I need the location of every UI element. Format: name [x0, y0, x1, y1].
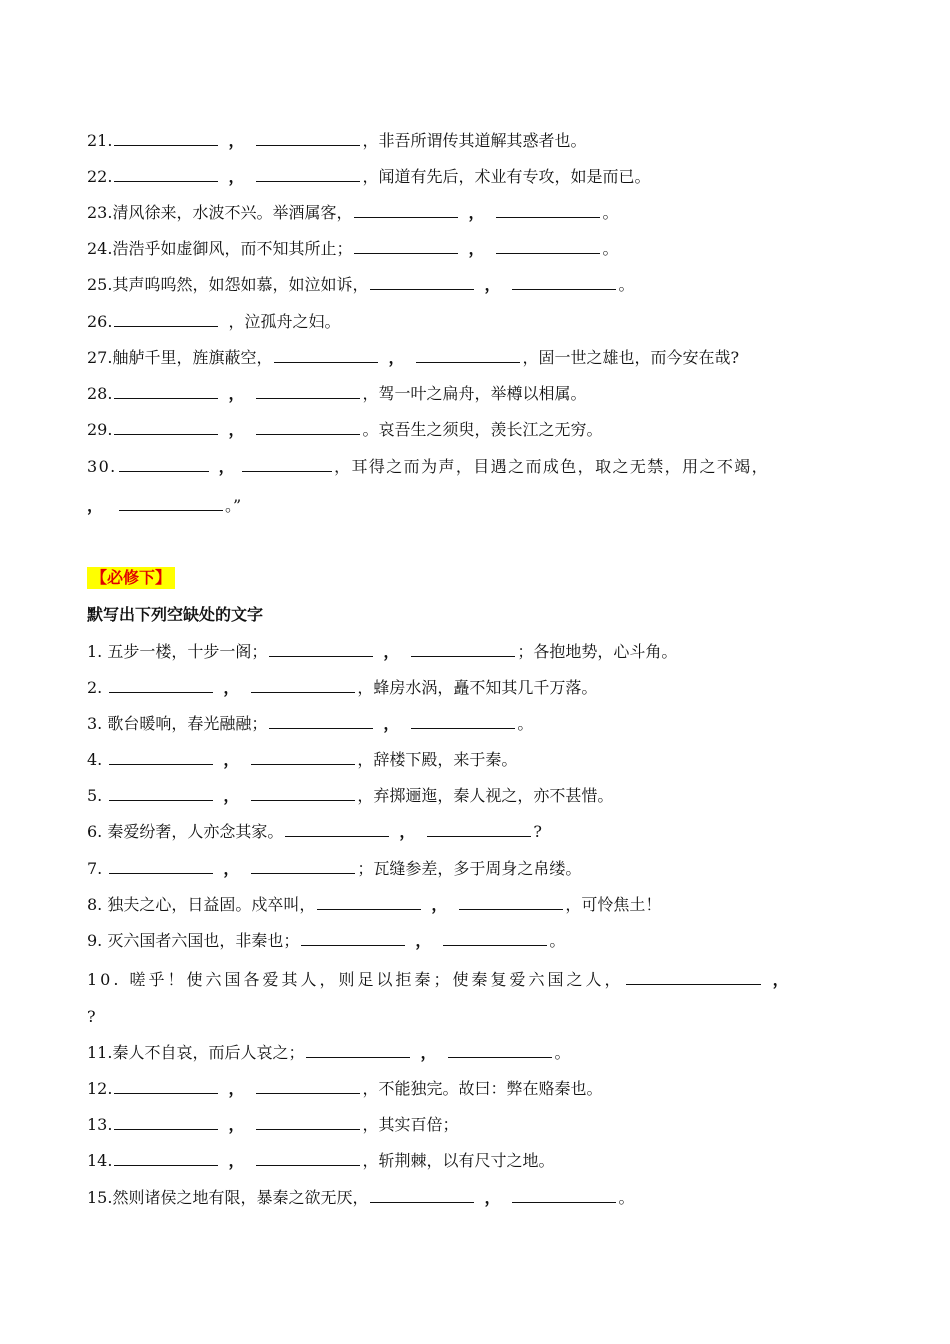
question-number: 1. — [87, 642, 103, 661]
question-15: 15.然则诸侯之地有限，暴秦之欲无厌， ， 。 — [87, 1188, 635, 1207]
question-text: 浩浩乎如虚御风，而不知其所止； — [112, 239, 353, 258]
question-11: 11.秦人不自哀，而后人哀之； ， 。 — [87, 1043, 571, 1062]
question-text: 。 — [602, 239, 619, 258]
question-number: 24. — [87, 239, 113, 258]
answer-blank[interactable] — [354, 203, 458, 218]
question-number: 21. — [87, 131, 113, 150]
question-30 — [87, 455, 862, 479]
question-text: ；各抱地势，心斗角。 — [517, 642, 678, 661]
question-text: ，其实百倍； — [362, 1115, 459, 1134]
question-9: 9. 灭六国者六国也，非秦也； ， 。 — [87, 931, 566, 950]
answer-blank[interactable] — [114, 312, 218, 327]
question-text: 舳舻千里，旌旗蔽空， — [112, 348, 273, 367]
answer-blank[interactable] — [512, 275, 616, 290]
question-text: ，泣孤舟之妇。 — [228, 312, 341, 331]
question-text: 。 — [517, 714, 534, 733]
question-text: ；瓦缝参差，多于周身之帛缕。 — [357, 859, 582, 878]
question-27: 27.舳舻千里，旌旗蔽空， ， ，固一世之雄也，而今安在哉? — [87, 348, 740, 367]
question-text: ，辞楼下殿，来于秦。 — [357, 750, 518, 769]
question-21: 21. ， ，非吾所谓传其道解其惑者也。 — [87, 131, 587, 150]
question-number: 28. — [87, 384, 113, 403]
section-tag: 【必修下】 — [87, 567, 175, 589]
question-10-continued — [87, 1005, 862, 1029]
section-heading: 默写出下列空缺处的文字 — [87, 605, 264, 624]
answer-blank[interactable] — [114, 1115, 218, 1130]
question-text: 秦人不自哀，而后人哀之； — [112, 1043, 305, 1062]
question-22: 22. ， ，闻道有先后，术业有专攻，如是而已。 — [87, 167, 651, 186]
answer-blank[interactable] — [114, 167, 218, 182]
answer-blank[interactable] — [114, 1151, 218, 1166]
question-number: 9. — [87, 931, 103, 950]
question-text: 。 — [602, 203, 619, 222]
question-26 — [87, 310, 862, 334]
question-text: 。 — [618, 275, 635, 294]
question-4: 4. ， ，辞楼下殿，来于秦。 — [87, 750, 518, 769]
question-text: ，耳得之而为声，目遇之而成色，取之无禁，用之不竭， — [334, 457, 770, 476]
question-number: 4. — [87, 750, 103, 769]
question-number: 26. — [87, 312, 113, 331]
question-number: 3. — [87, 714, 103, 733]
question-28: 28. ， ，驾一叶之扁舟，举樽以相属。 — [87, 384, 587, 403]
answer-blank[interactable] — [256, 1079, 360, 1094]
question-29: 29. ， 。哀吾生之须臾，羡长江之无穷。 — [87, 420, 603, 439]
question-text: 。 — [549, 931, 566, 950]
answer-blank[interactable] — [512, 1188, 616, 1203]
answer-blank[interactable] — [269, 642, 373, 657]
question-24: 24.浩浩乎如虚御风，而不知其所止； ， 。 — [87, 239, 619, 258]
question-text: 秦爱纷奢，人亦念其家。 — [107, 822, 284, 841]
question-14: 14. ， ，斩荆棘，以有尺寸之地。 — [87, 1151, 555, 1170]
question-number: 22. — [87, 167, 113, 186]
answer-blank[interactable] — [301, 931, 405, 946]
answer-blank[interactable] — [256, 384, 360, 399]
answer-blank[interactable] — [242, 457, 332, 472]
question-6: 6. 秦爱纷奢，人亦念其家。 ， ? — [87, 822, 542, 841]
question-text: ，斩荆棘，以有尺寸之地。 — [362, 1151, 555, 1170]
question-text: 。 — [554, 1043, 571, 1062]
answer-blank[interactable] — [427, 822, 531, 837]
question-number: 12. — [87, 1079, 113, 1098]
answer-blank[interactable] — [274, 348, 378, 363]
question-text: 歌台暖响，春光融融； — [107, 714, 268, 733]
question-number: 15. — [87, 1188, 113, 1207]
answer-blank[interactable] — [251, 786, 355, 801]
answer-blank[interactable] — [256, 420, 360, 435]
answer-blank[interactable] — [370, 275, 474, 290]
question-8: 8. 独夫之心，日益固。戍卒叫， ， ，可怜焦土！ — [87, 895, 662, 914]
answer-blank[interactable] — [114, 420, 218, 435]
answer-blank[interactable] — [109, 859, 213, 874]
question-text: 。 — [618, 1188, 635, 1207]
question-30-continued — [87, 494, 862, 518]
answer-blank[interactable] — [114, 131, 218, 146]
question-text: ，不能独完。故曰：弊在赂秦也。 — [362, 1079, 603, 1098]
question-number: 7. — [87, 859, 103, 878]
answer-blank[interactable] — [109, 678, 213, 693]
question-number: 13. — [87, 1115, 113, 1134]
question-number: 11. — [87, 1043, 113, 1062]
answer-blank[interactable] — [285, 822, 389, 837]
question-text: 嗟乎！使六国各爱其人，则足以拒秦；使秦复爱六国之人， — [129, 970, 624, 989]
question-text: 独夫之心，日益固。戍卒叫， — [107, 895, 316, 914]
question-25: 25.其声呜呜然，如怨如慕，如泣如诉， ， 。 — [87, 275, 635, 294]
question-text: ， — [87, 496, 104, 515]
question-text: 其声呜呜然，如怨如慕，如泣如诉， — [112, 275, 369, 294]
question-text: 灭六国者六国也，非秦也； — [107, 931, 300, 950]
question-text: ? — [87, 1007, 96, 1026]
question-number: 6. — [87, 822, 103, 841]
question-text: ? — [533, 822, 542, 841]
question-text: ， — [772, 970, 792, 989]
answer-blank[interactable] — [256, 167, 360, 182]
question-text: ，驾一叶之扁舟，举樽以相属。 — [362, 384, 587, 403]
answer-blank[interactable] — [443, 931, 547, 946]
answer-blank[interactable] — [370, 1188, 474, 1203]
question-5: 5. ， ，弃掷逦迤，秦人视之，亦不甚惜。 — [87, 786, 614, 805]
answer-blank[interactable] — [459, 895, 563, 910]
answer-blank[interactable] — [256, 1115, 360, 1130]
question-7: 7. ， ；瓦缝参差，多于周身之帛缕。 — [87, 859, 582, 878]
question-13: 13. ， ，其实百倍； — [87, 1115, 459, 1134]
question-number: 10. — [87, 970, 122, 989]
question-text: ，弃掷逦迤，秦人视之，亦不甚惜。 — [357, 786, 614, 805]
answer-blank[interactable] — [354, 239, 458, 254]
question-text: 清风徐来，水波不兴。举酒属客， — [112, 203, 353, 222]
question-text: ， — [218, 457, 237, 476]
answer-blank[interactable] — [256, 131, 360, 146]
question-23: 23.清风徐来，水波不兴。举酒属客， ， 。 — [87, 203, 619, 222]
question-number: 8. — [87, 895, 103, 914]
answer-blank[interactable] — [496, 239, 600, 254]
answer-blank[interactable] — [626, 970, 761, 985]
question-1: 1. 五步一楼，十步一阁； ， ；各抱地势，心斗角。 — [87, 642, 678, 661]
answer-blank[interactable] — [448, 1043, 552, 1058]
answer-blank[interactable] — [251, 859, 355, 874]
question-text: 。哀吾生之须臾，羡长江之无穷。 — [362, 420, 603, 439]
answer-blank[interactable] — [109, 750, 213, 765]
question-number: 23. — [87, 203, 113, 222]
question-number: 2. — [87, 678, 103, 697]
answer-blank[interactable] — [119, 496, 223, 511]
answer-blank[interactable] — [114, 1079, 218, 1094]
question-text: 。” — [225, 496, 242, 515]
answer-blank[interactable] — [119, 457, 209, 472]
answer-blank[interactable] — [317, 895, 421, 910]
answer-blank[interactable] — [256, 1151, 360, 1166]
answer-blank[interactable] — [269, 714, 373, 729]
question-number: 29. — [87, 420, 113, 439]
answer-blank[interactable] — [416, 348, 520, 363]
answer-blank[interactable] — [251, 678, 355, 693]
question-text: ，蜂房水涡，矗不知其几千万落。 — [357, 678, 598, 697]
question-10 — [87, 968, 862, 992]
question-text: ，固一世之雄也，而今安在哉? — [522, 348, 740, 367]
question-12: 12. ， ，不能独完。故曰：弊在赂秦也。 — [87, 1079, 603, 1098]
answer-blank[interactable] — [496, 203, 600, 218]
answer-blank[interactable] — [114, 384, 218, 399]
question-number: 25. — [87, 275, 113, 294]
answer-blank[interactable] — [411, 714, 515, 729]
answer-blank[interactable] — [306, 1043, 410, 1058]
question-number: 14. — [87, 1151, 113, 1170]
answer-blank[interactable] — [411, 642, 515, 657]
answer-blank[interactable] — [251, 750, 355, 765]
question-3: 3. 歌台暖响，春光融融； ， 。 — [87, 714, 534, 733]
question-text: ，非吾所谓传其道解其惑者也。 — [362, 131, 587, 150]
question-text: 五步一楼，十步一阁； — [107, 642, 268, 661]
question-number: 5. — [87, 786, 103, 805]
answer-blank[interactable] — [109, 786, 213, 801]
question-number: 27. — [87, 348, 113, 367]
question-text: 然则诸侯之地有限，暴秦之欲无厌， — [112, 1188, 369, 1207]
question-text: ，可怜焦土！ — [565, 895, 662, 914]
question-2: 2. ， ，蜂房水涡，矗不知其几千万落。 — [87, 678, 598, 697]
question-text: ，闻道有先后，术业有专攻，如是而已。 — [362, 167, 651, 186]
question-number: 30. — [87, 457, 117, 476]
